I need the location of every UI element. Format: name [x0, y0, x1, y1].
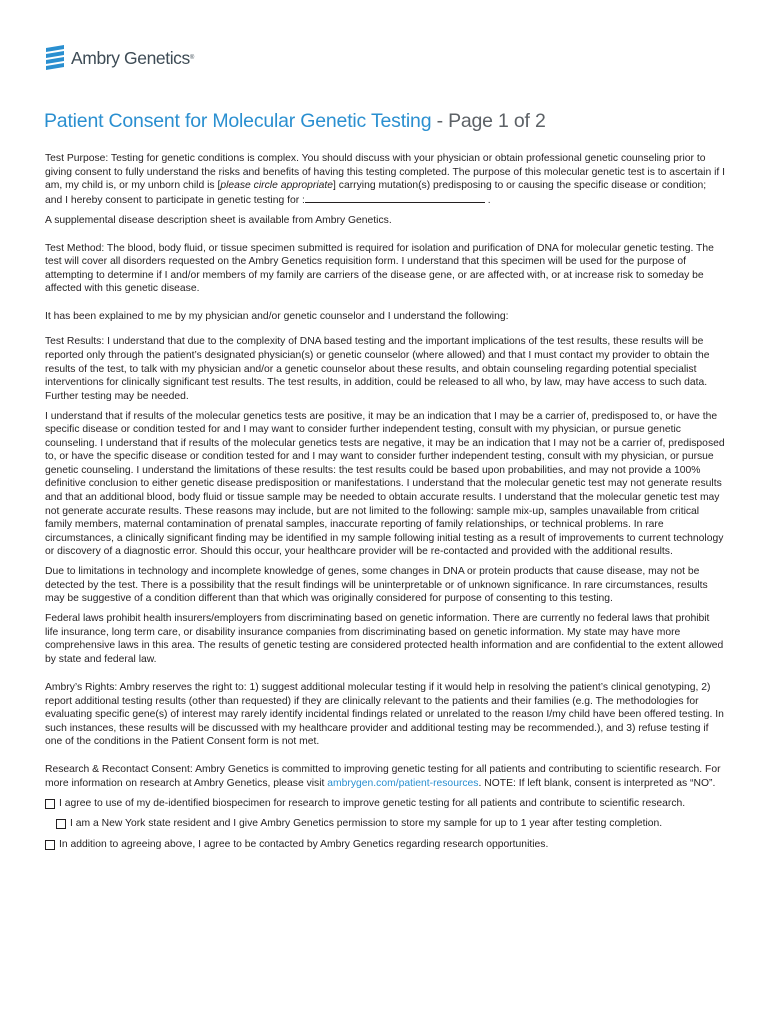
explained-heading: It has been explained to me by my physician and/or genetic counselor and I understand the following:	[45, 311, 509, 323]
circle-instruction: please circle appropriate	[220, 180, 334, 192]
title-main: Patient Consent for Molecular Genetic Testing	[44, 110, 432, 132]
test-purpose-text-2: ] carrying mutation(s) predisposing to or causing the specific disease or condition; and I hereby consent to participate in genetic testing for :	[45, 180, 707, 206]
ny-resident-option	[45, 817, 725, 831]
test-method-text: The blood, body fluid, or tissue specimen submitted is required for isolation and purification of DNA for molecular genetic testing. The test will cover all disorders requested on the Ambry Genetics requisition form. I understand that this specimen will be used for the purpose of attempting to determine if I and/or members of my family are carriers of the disease gene, or are affected with, or at increase risk to someday be affected with this genetic disease.	[45, 242, 714, 295]
test-purpose-paragraph	[45, 152, 725, 207]
limitations-paragraph: Due to limitations in technology and incomplete knowledge of genes, some changes in DNA or protein products that cause disease, may not be detected by the test. There is a possibility that the result findings will be uninterpretable or of unknown significance. In rare circumstances, results may be suggestive of a condition different than that which was originally considered for purpose of consenting to this testing.	[45, 566, 708, 605]
research-consent-option	[45, 797, 725, 811]
ambry-rights-label: Ambry’s Rights:	[45, 682, 118, 694]
ny-resident-label: I am a New York state resident and I give Ambry Genetics permission to store my sample for up to 1 year after testing completion.	[70, 818, 663, 830]
recontact-checkbox[interactable]	[45, 840, 55, 850]
test-results-label: Test Results:	[45, 336, 105, 348]
test-purpose-end: .	[484, 194, 491, 206]
ambry-rights-paragraph	[45, 681, 725, 749]
ambry-logo-icon	[44, 44, 66, 72]
title-page-indicator: - Page 1 of 2	[431, 110, 546, 132]
test-purpose-text: : Testing for genetic conditions is complex. You should discuss with your physician or obtain professional genetic counseling prior to giving consent to fully understand the risks and benefits of having this testing completed. The purpose of this molecular genetic test is to ascertain if I am, my child is, or my unborn child is [	[45, 153, 726, 192]
ambry-rights-text: Ambry reserves the right to: 1) suggest additional molecular testing if it would help in resolving the patient’s clinical genotyping, 2) report additional testing results (other than requested) if they are clinically relevant to the patients and their families (e.g. The methodologies for evaluating specific gene(s) of interest may rarely identify incidental findings related or unrelated to the reason I/my child have been offered testing. In such instances, these results will be discussed with my healthcare provider and additional testing may be recommended.), and 3) refuse testing if one of the conditions in the Patient Consent form is not met.	[45, 682, 724, 748]
federal-laws-paragraph: Federal laws prohibit health insurers/employers from discriminating based on genetic information. There are currently no federal laws that prohibit life insurance, long term care, or disability insurance companies from discriminating based on genetic information. My state may have more comprehensive laws in this area. The results of genetic testing are considered protected health information and are confidential to the extent allowed by state and federal law.	[45, 613, 724, 665]
logo-trademark: ®	[189, 55, 195, 61]
recontact-option	[45, 838, 725, 852]
supplemental-note: A supplemental disease description sheet is available from Ambry Genetics.	[45, 214, 392, 226]
company-logo	[44, 44, 194, 72]
research-consent-label: I agree to use of my de-identified biospecimen for research to improve genetic testing for all patients and contribute to scientific research.	[59, 797, 686, 809]
test-results-paragraph	[45, 335, 725, 403]
research-consent-checkbox[interactable]	[45, 799, 55, 809]
test-method-paragraph	[45, 242, 725, 296]
patient-resources-link[interactable]: ambrygen.com/patient-resources	[327, 777, 479, 789]
ny-resident-checkbox[interactable]	[56, 819, 66, 829]
recontact-label: In addition to agreeing above, I agree to be contacted by Ambry Genetics regarding research opportunities.	[59, 838, 549, 850]
test-results-text: I understand that due to the complexity of DNA based testing and the important implications of the test results, these results will be reported only through the patient’s designated physician(s) or genetic counselor (where allowed) and that I must contact my provider to obtain the results of the test, to talk with my physician and/or a genetic counselor about these results, and obtain counseling regarding potential specialist interventions for clinically significant test results. The test results, in addition, could be released to all who, by law, may have access to such data. Further testing may be needed.	[45, 336, 710, 402]
consent-body	[45, 152, 725, 859]
research-text: Ambry Genetics is committed to improving genetic testing for all patients and contributing to scientific research. For more information on research at Ambry Genetics, please visit	[45, 764, 721, 789]
test-method-label: Test Method:	[45, 242, 105, 254]
test-purpose-label: Test Purpose	[45, 153, 106, 164]
page-title	[44, 110, 546, 133]
research-note: . NOTE: If left blank, consent is interpreted as “NO”.	[478, 777, 716, 789]
positive-results-paragraph: I understand that if results of the molecular genetics tests are positive, it may be an indication that I may be a carrier of, predisposed to, or have the specific disease or condition tested for and I may want to consider further independent testing, consult with my physician, or pursue genetic counseling. I understand that if results of the molecular genetics tests are negative, it may be an indication that I may not be a carrier of, predisposed to, or have the specific disease or condition tested for and I may want to consider further independent testing, consult with my physician, or pursue genetic counseling. I understand the limitations of these results: the test results could be based upon probabilities, and may not provide a 100% definitive conclusion to either genetic disease predisposition or manifestations. I understand that the molecular genetic test may not generate results and that an additional blood, body fluid or tissue sample may be needed to obtain accurate results. I understand that the molecular genetic test may not generate accurate results. These reasons may include, but are not limited to the following: sample mix-up, samples unavailable from critical family members, maternal contamination of prenatal samples, inaccurate reporting of family relationships, or technical problems. In rare circumstances, a clinically significant finding may be identified in my sample following initial testing as a result of improvements to current technology or discovery of a diagnostic error. Should this occur, your healthcare provider will be re-contacted and provided with the additional results.	[45, 410, 725, 558]
research-label: Research & Recontact Consent:	[45, 764, 193, 776]
logo-wordmark: Ambry Genetics	[71, 47, 190, 68]
research-paragraph	[45, 763, 725, 790]
disease-condition-field[interactable]	[305, 193, 485, 203]
